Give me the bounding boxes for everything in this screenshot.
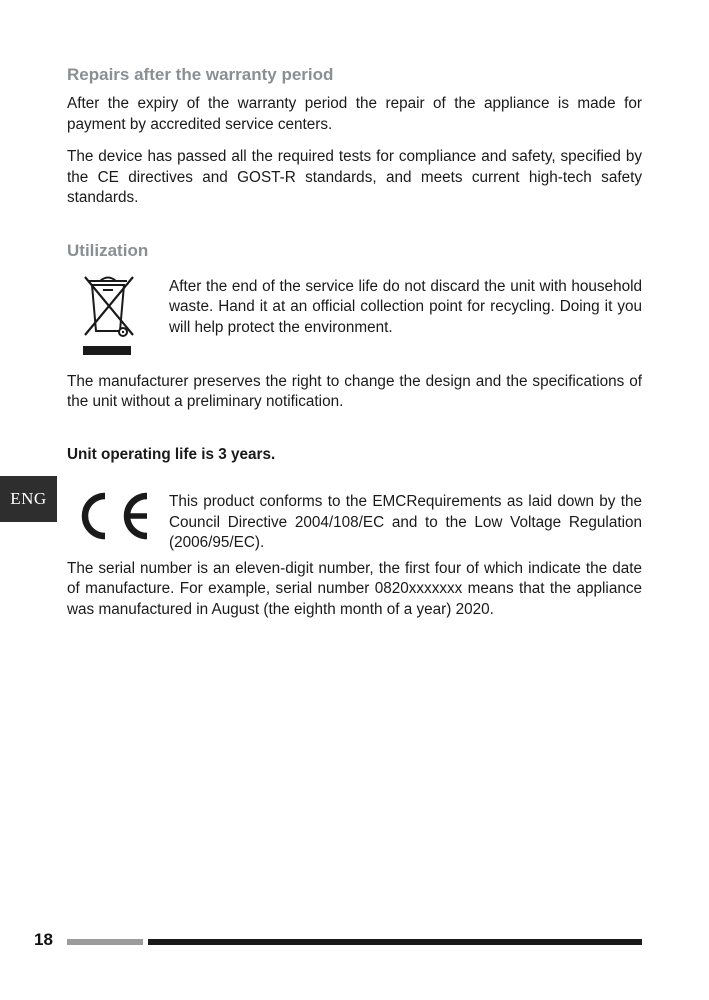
ce-mark-icon [67,488,169,544]
paragraph-serial-number: The serial number is an eleven-digit number, the first four of which indicate the date of manufacture. For example, serial number 0820xxxxxxx means that the appliance was manufactured in August (the eighth month of a year) 2020. [67,559,642,618]
paragraph-manufacturer-rights: The manufacturer preserves the right to change the design and the specifications of the unit without a preliminary notification. [67,372,642,410]
paragraph-recycling: After the end of the service life do not discard the unit with household waste. Hand it at an official collection point for recycling. Doing it you will help protect the environment. [169,277,642,336]
crossed-out-wheelie-bin-icon [67,273,169,360]
language-tab: ENG [0,476,57,522]
paragraph-repairs-payment: After the expiry of the warranty period the repair of the appliance is made for payment by accredited service centers. [67,95,642,133]
page-number: 18 [34,930,53,949]
footer-bar-grey [67,939,143,945]
paragraph-ce-conformity: This product conforms to the EMCRequirements as laid down by the Council Directive 2004/108/EC and to the Low Voltage Regulation (2006/95/EC). [169,493,642,551]
ce-row [67,488,642,554]
utilization-row [67,273,642,360]
page-content [67,63,642,620]
heading-repairs: Repairs after the warranty period [67,65,334,84]
footer-bar-black [148,939,642,945]
paragraph-compliance: The device has passed all the required tests for compliance and safety, specified by the CE directives and GOST-R standards, and meets current high-tech safety standards. [67,148,642,206]
paragraph-operating-life: Unit operating life is 3 years. [67,445,276,463]
heading-utilization: Utilization [67,240,149,260]
